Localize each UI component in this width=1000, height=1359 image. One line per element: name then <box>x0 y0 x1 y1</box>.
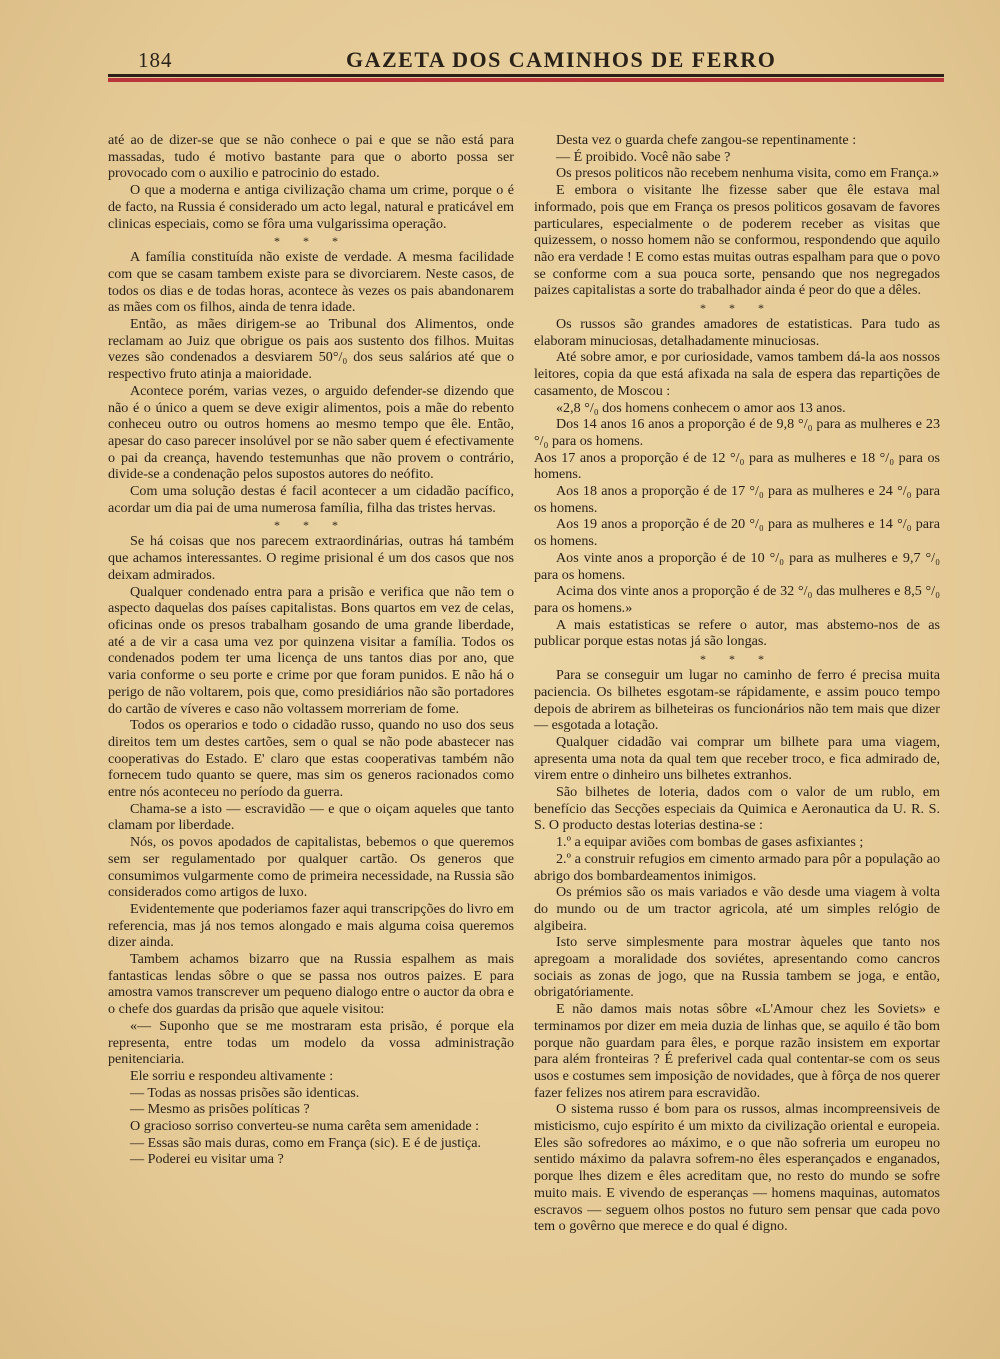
paragraph: Para se conseguir um lugar no caminho de ferro é precisa muita paciencia. Os bilhetes esgotam-se rápidamente, e assim pouco tempo depois de abrirem as bilheteiras os funcionários não tem mais que dizer — esgotada a lotação. <box>534 667 940 734</box>
statistic-line: Dos 14 anos 16 anos a proporção é de 9,8 °/₀ para as mulheres e 23 °/₀ para os homens. <box>534 416 940 449</box>
statistic-line: Aos 19 anos a proporção é de 20 °/₀ para as mulheres e 14 °/₀ para os homens. <box>534 516 940 550</box>
dialogue-line: — Mesmo as prisões políticas ? <box>130 1101 310 1118</box>
paragraph: A mais estatisticas se refere o autor, mas abstemo-nos de as publicar porque estas notas já são longas. <box>534 616 940 650</box>
paragraph: Se há coisas que nos parecem extraordinárias, outras há também que achamos interessantes. O regime prisional é um dos casos que nos deixam admirados. <box>108 533 514 583</box>
section-separator: * * * <box>700 301 774 316</box>
dialogue-line: Desta vez o guarda chefe zangou-se repentinamente : <box>556 132 857 148</box>
dialogue-line: Ele sorriu e respondeu altivamente : <box>130 1067 334 1084</box>
paragraph: Até sobre amor, e por curiosidade, vamos tambem dá-la aos nossos leitores, copia da que está afixada na sala de espera das repartições de casamento, de Moscou : <box>534 349 940 399</box>
dialogue-line: «— Suponho que se me mostraram esta prisão, é porque ela representa, entre todas um modelo da vossa administração penitenciaria. <box>108 1017 514 1068</box>
paragraph: Nós, os povos apodados de capitalistas, bebemos o que queremos sem ser regulamentado por qualquer cartão. Os generos que consumimos vulgarmente como de primeira necessidade, na Russia são considerados como artigos de luxo. <box>108 834 514 901</box>
dialogue-line: — Poderei eu visitar uma ? <box>130 1151 284 1168</box>
paragraph: Todos os operarios e todo o cidadão russo, quando no uso dos seus direitos tem um destes cartões, sem o qual se não pode abastecer nas cooperativas do Estado. E' claro que estas cooperativas também não fornecem tudo quanto se quere, mas sim os generos racionados como entre nós aconteceu no período da guerra. <box>108 717 514 801</box>
paragraph: O que a moderna e antiga civilização chama um crime, porque o é de facto, na Russia é considerado um acto legal, natural e praticável em clinicas especiais, como se fôra uma vulgarissima operação. <box>108 182 514 232</box>
statistic-line: Aos vinte anos a proporção é de 10 °/₀ para as mulheres e 9,7 °/₀ para os homens. <box>534 549 940 583</box>
paragraph: Chama-se a isto — escravidão — e que o oiçam aqueles que tanto clamam por liberdade. <box>108 800 514 834</box>
paragraph: E não damos mais notas sôbre «L'Amour chez les Soviets» e terminamos por dizer em meia duzia de linhas que, se aquilo é tão bom porque não guardam para êles, e porque razão insistem em exportar para além fronteiras ? É preferivel cada qual contentar-se com os seus usos e costumes sem imposição de novidades, que à fôrça de nos querer fazer felizes nos atirem para escravidão. <box>534 1001 940 1101</box>
section-separator: * * * <box>274 518 348 533</box>
statistic-line: Acima dos vinte anos a proporção é de 32 °/₀ das mulheres e 8,5 °/₀ para os homens.» <box>534 583 940 616</box>
statistic-line: «2,8 °/₀ dos homens conhecem o amor aos 13 anos. <box>556 399 846 416</box>
paragraph: até ao de dizer-se que se não conhece o pai e que se não está para massadas, tudo é motivo bastante para que o aborto possa ser provocado com o auxilio e patrocinio do estado. <box>108 132 514 182</box>
paragraph: Qualquer condenado entra para a prisão e verifica que não tem o aspecto daquelas dos países capitalistas. Bons quartos em vez de celas, oficinas onde os presos trabalham gosando de uma grande liberdade, até a de vir a casa uma vez por quinzena visitar a família. Todos os condenados podem ter uma licença de uns tantos dias por ano, que varia conforme o seu porte e crime por que foram punidos. E não há o perigo de não voltarem, pois que, como presidiários não são portadores do cartão de víveres e caso não voltassem morreriam de fome. <box>108 583 514 717</box>
list-item: 1.º a equipar aviões com bombas de gases asfixiantes ; <box>556 834 864 851</box>
dialogue-line: — É proibido. Você não sabe ? <box>556 148 731 165</box>
paragraph: Isto serve simplesmente para mostrar àqueles que tanto nos apregoam a moralidade dos soviétes, apresentando como cancros sociais as zonas de jogo, que na Russia tambem se joga, e então, obrigatóriamente. <box>534 934 940 1001</box>
paragraph: E embora o visitante lhe fizesse saber que êle estava mal informado, pois que em França os presos politicos gosavam de favores particulares, especialmente o de poderem receber as visitas que quizessem, o nosso homem não se conformou, respondendo que aquilo não era verdade ! E como estas muitas outras espalham para que o povo se conforme com a sua pouca sorte, pensando que nos negregados paizes capitalistas a sorte do trabalhador ainda é peor do que a dêles. <box>534 182 940 299</box>
statistic-line: Aos 18 anos a proporção é de 17 °/₀ para as mulheres e 24 °/₀ para os homens. <box>534 483 940 516</box>
header-rule-red <box>108 78 944 82</box>
dialogue-line: — Todas as nossas prisões são identicas. <box>130 1084 360 1101</box>
section-separator: * * * <box>274 234 348 249</box>
paragraph: Com uma solução destas é facil acontecer a um cidadão pacífico, acordar um dia pai de uma numerosa família, filha das tristes hervas. <box>108 483 514 516</box>
dialogue-line: O gracioso sorriso converteu-se numa carêta sem amenidade : <box>130 1118 480 1135</box>
dialogue-line: Os presos politicos não recebem nenhuma visita, como em França.» <box>556 165 940 182</box>
journal-title: GAZETA DOS CAMINHOS DE FERRO <box>346 47 777 72</box>
list-item: 2.º a construir refugios em cimento armado para pôr a população ao abrigo dos bombardeamentos inimigos. <box>534 850 940 884</box>
dialogue-line: — Essas são mais duras, como em França (sic). E é de justiça. <box>130 1134 482 1151</box>
left-column <box>108 132 514 1168</box>
section-separator: * * * <box>700 652 774 667</box>
paragraph: Os russos são grandes amadores de estatisticas. Para tudo as elaboram minuciosas, detalhadamente minuciosas. <box>534 316 940 349</box>
paragraph: São bilhetes de loteria, dados com o valor de um rublo, em benefício das Secções especiais da Quimica e Aeronautica da U. R. S. S. O producto destas loterias destina-se : <box>534 784 940 834</box>
paragraph: Os prémios são os mais variados e vão desde uma viagem à volta do mundo ou de um tractor agricola, até um simples relógio de algibeira. <box>534 884 940 934</box>
paragraph: Qualquer cidadão vai comprar um bilhete para uma viagem, apresenta uma nota da qual tem que receber troco, e fica admirado de, virem entre o dinheiro uns bilhetes extranhos. <box>534 733 940 784</box>
statistic-line: Aos 17 anos a proporção é de 12 °/₀ para as mulheres e 18 °/₀ para os homens. <box>534 449 940 483</box>
paragraph: A família constituída não existe de verdade. A mesma facilidade com que se casam tambem existe para se divorciarem. Neste casos, de todos os dias e de todas horas, acontece às vezes os pais abandonarem as mães com os filhos, ainda de tenra idade. <box>108 249 514 316</box>
page-number: 184 <box>138 48 173 72</box>
paragraph: Acontece porém, varias vezes, o arguido defender-se dizendo que não é o único a quem se deve exigir alimentos, pois a mãe do rebento conheceu outro ou outros homens ao mesmo tempo que êle. Então, apesar do caso parecer insolúvel por se não saber quem é efectivamente o pai da creança, havendo testemunhas que não provem o contrário, divide-se a condenação pelos supostos autores do neófito. <box>108 382 514 483</box>
paragraph: Então, as mães dirigem-se ao Tribunal dos Alimentos, onde reclamam ao Juiz que obrigue os pais aos sustento dos filhos. Muitas vezes são condenados a desviarem 50°/₀ dos seus salários até que o respectivo fruto atinja a maioridade. <box>108 316 514 383</box>
paragraph: Evidentemente que poderiamos fazer aqui transcripções do livro em referencia, mas já nos temos alongado e mais alguma coisa queremos dizer ainda. <box>108 900 514 951</box>
header-rule-black <box>108 74 944 77</box>
paragraph: O sistema russo é bom para os russos, almas incompreensiveis de misticismo, cujo espírito é um mixto da civilização oriental e europeia. Eles são sofredores ao máximo, e o que não sofreria um europeu no sentido máximo da palavra sofrem-no êles esperançados e enganados, porque lhes dizem e êles acreditam que, no resto do mundo se sofre muito mais. E vivendo de esperanças — homens maquinas, automatos escravos — seguem olhos postos no futuro sem pensar que cada povo tem o govêrno que merece e do qual é digno. <box>534 1101 940 1235</box>
paragraph: Tambem achamos bizarro que na Russia espalhem as mais fantasticas lendas sôbre o que se passa nos outros paizes. E para amostra vamos transcrever um pequeno dialogo entre o auctor da obra e o chefe dos guardas da prisão que aquele visitou: <box>108 951 514 1018</box>
right-column <box>534 132 940 1235</box>
